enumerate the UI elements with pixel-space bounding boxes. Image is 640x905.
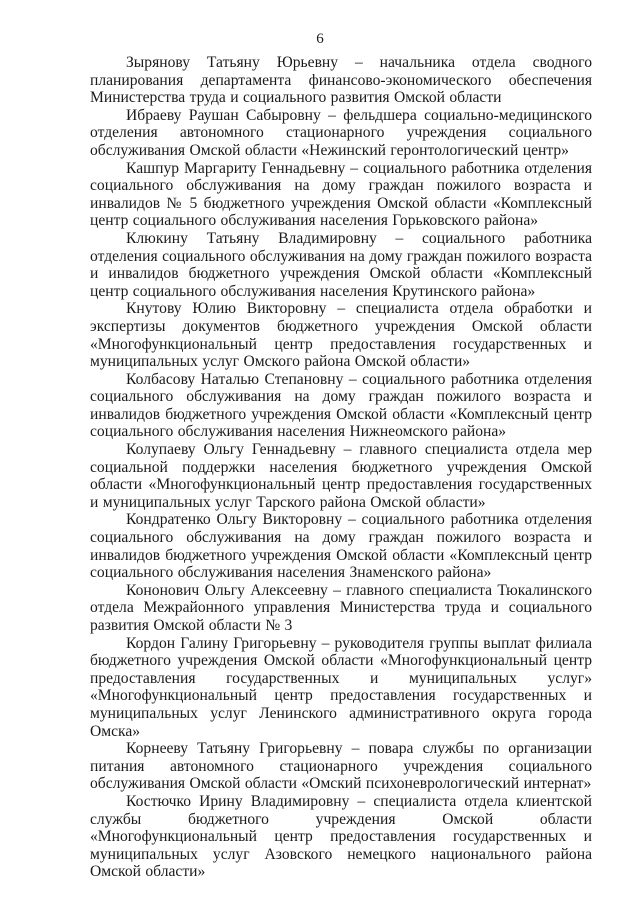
page-number: 6 [316,31,324,47]
entry-paragraph: Зырянову Татьяну Юрьевну – начальника отдела сводного планирования департамента финансово-экономического обеспечения Министерства труда и социального развития Омской области [90,54,592,107]
document-body [90,54,592,881]
entry-paragraph: Костючко Ирину Владимировну – специалиста отдела клиентской службы бюджетного учреждения Омской области «Многофункциональный центр предоставления государственных и муниципальных услуг Азовского немецкого национального района Омской области» [90,792,592,881]
entry-paragraph: Колупаеву Ольгу Геннадьевну – главного специалиста отдела мер социальной поддержки населения бюджетного учреждения Омской области «Многофункциональный центр предоставления государственных и муниципальных услуг Тарского района Омской области» [90,441,592,511]
entry-paragraph: Кордон Галину Григорьевну – руководителя группы выплат филиала бюджетного учреждения Омской области «Многофункциональный центр предоставления государственных и муниципальных услуг» «Многофункциональный центр предоставления государственных и муниципальных услуг Ленинского административного округа города Омска» [90,634,592,740]
entry-paragraph: Кашпур Маргариту Геннадьевну – социального работника отделения социального обслуживания на дому граждан пожилого возраста и инвалидов № 5 бюджетного учреждения Омской области «Комплексный центр социального обслуживания населения Горьковского района» [90,159,592,230]
entry-paragraph: Кондратенко Ольгу Викторовну – социального работника отделения социального обслуживания на дому граждан пожилого возраста и инвалидов бюджетного учреждения Омской области «Комплексный центр социального обслуживания населения Знаменского района» [90,511,592,582]
entry-paragraph: Корнееву Татьяну Григорьевну – повара службы по организации питания автономного стационарного учреждения социального обслуживания Омской области «Омский психоневрологический интернат» [90,740,592,793]
entry-paragraph: Кононович Ольгу Алексеевну – главного специалиста Тюкалинского отдела Межрайонного управления Министерства труда и социального развития Омской области № 3 [90,581,592,634]
entry-paragraph: Клюкину Татьяну Владимировну – социального работника отделения социального обслуживания на дому граждан пожилого возраста и инвалидов бюджетного учреждения Омской области «Комплексный центр социального обслуживания населения Крутинского района» [90,229,592,300]
entry-paragraph: Ибраеву Раушан Сабыровну – фельдшера социально-медицинского отделения автономного стационарного учреждения социального обслуживания Омской области «Нежинский геронтологический центр» [90,106,592,159]
entry-paragraph: Колбасову Наталью Степановну – социального работника отделения социального обслуживания на дому граждан пожилого возраста и инвалидов бюджетного учреждения Омской области «Комплексный центр социального обслуживания населения Нижнеомского района» [90,370,592,441]
entry-paragraph: Кнутову Юлию Викторовну – специалиста отдела обработки и экспертизы документов бюджетного учреждения Омской области «Многофункциональный центр предоставления государственных и муниципальных услуг Омского района Омской области» [90,300,592,371]
